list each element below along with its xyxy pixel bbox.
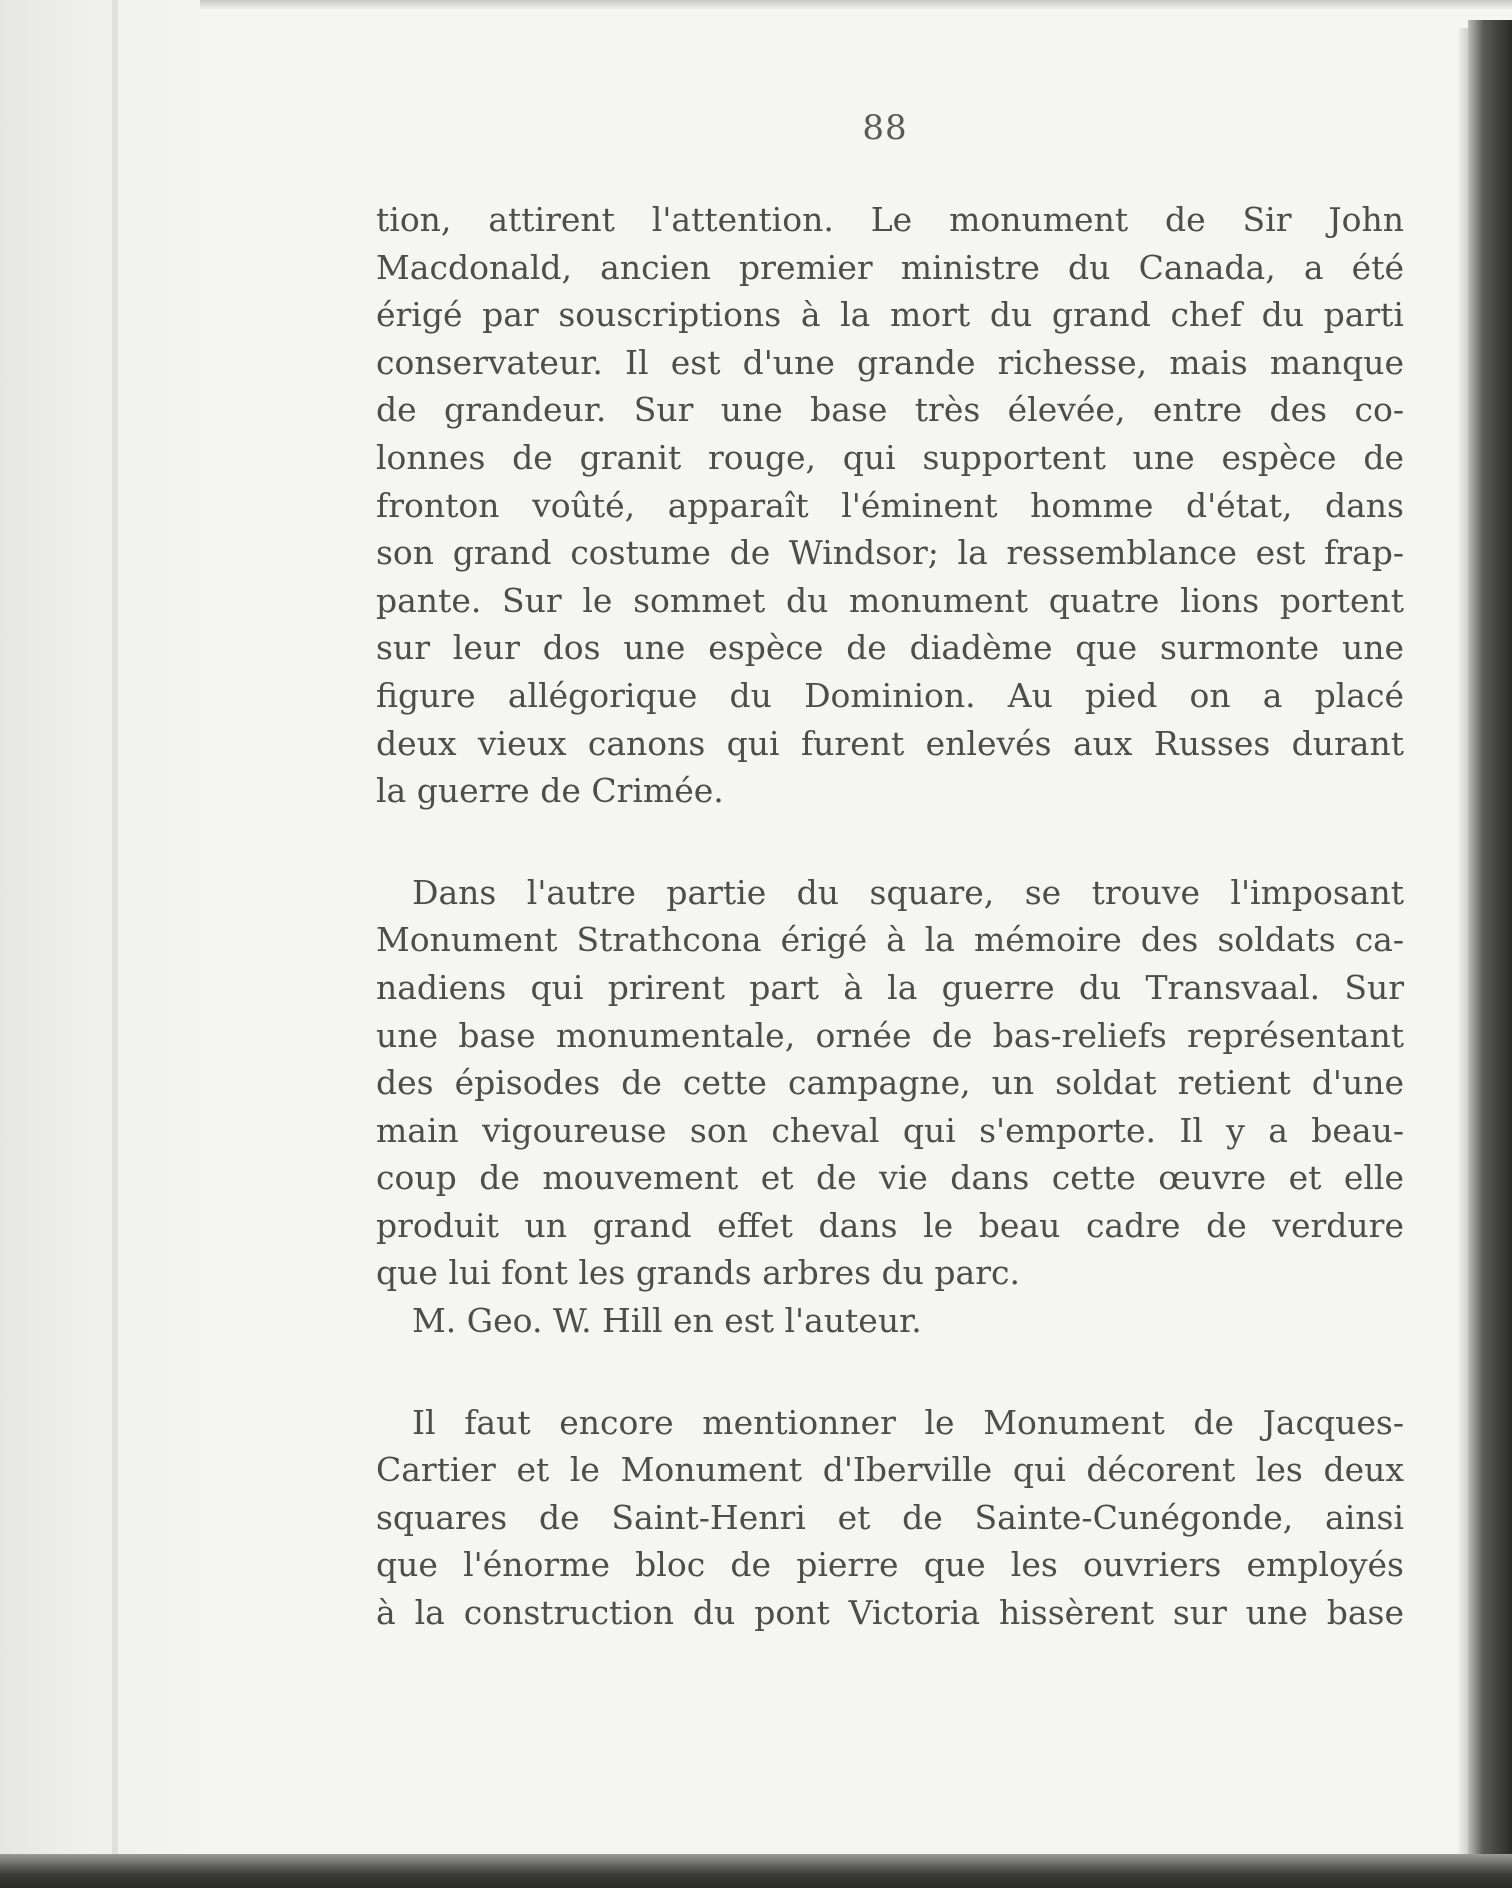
text-line: produit un grand effet dans le beau cadre de verdure — [376, 1205, 1404, 1245]
paragraph-gap — [376, 815, 1404, 869]
text-line: conservateur. Il est d'une grande richesse, mais manque — [376, 342, 1404, 382]
text-line: des épisodes de cette campagne, un soldat retient d'une — [376, 1063, 1404, 1103]
text-line: sur leur dos une espèce de diadème que surmonte une — [376, 628, 1404, 668]
text-line: Dans l'autre partie du square, se trouve l'imposant — [412, 872, 1404, 912]
text-line: pante. Sur le sommet du monument quatre lions portent — [376, 580, 1404, 620]
text-line: M. Geo. W. Hill en est l'auteur. — [412, 1301, 922, 1341]
text-line: figure allégorique du Dominion. Au pied on a placé — [376, 675, 1404, 715]
text-line: érigé par souscriptions à la mort du grand chef du parti — [376, 295, 1404, 335]
body-text — [376, 196, 1404, 1637]
page-edge — [1468, 20, 1512, 1888]
text-line: de grandeur. Sur une base très élevée, entre des co- — [376, 390, 1404, 430]
text-line: nadiens qui prirent part à la guerre du Transvaal. Sur — [376, 967, 1404, 1007]
paragraph-gap — [376, 1345, 1404, 1399]
text-line: une base monumentale, ornée de bas-reliefs représentant — [376, 1015, 1404, 1055]
paragraph — [376, 869, 1404, 1297]
text-line: à la construction du pont Victoria hissèrent sur une base — [376, 1593, 1404, 1633]
gutter-line — [112, 0, 118, 1888]
text-line: que l'énorme bloc de pierre que les ouvriers employés — [376, 1545, 1404, 1585]
paragraph — [376, 196, 1404, 815]
text-line: la guerre de Crimée. — [376, 771, 724, 811]
paragraph — [376, 1297, 1404, 1345]
text-line: lonnes de granit rouge, qui supportent une espèce de — [376, 437, 1404, 477]
page-number: 88 — [862, 108, 908, 148]
text-line: son grand costume de Windsor; la ressemblance est frap- — [376, 533, 1404, 573]
page-edge-highlight — [1458, 28, 1468, 1888]
text-line: main vigoureuse son cheval qui s'emporte. Il y a beau- — [376, 1110, 1404, 1150]
text-line: fronton voûté, apparaît l'éminent homme d'état, dans — [376, 485, 1404, 525]
text-line: que lui font les grands arbres du parc. — [376, 1253, 1020, 1293]
paragraph — [376, 1399, 1404, 1637]
text-line: Cartier et le Monument d'Iberville qui décorent les deux — [376, 1450, 1404, 1490]
book-gutter — [0, 0, 200, 1888]
text-line: tion, attirent l'attention. Le monument de Sir John — [376, 200, 1404, 239]
text-line: Il faut encore mentionner le Monument de Jacques- — [412, 1402, 1404, 1442]
text-line: Macdonald, ancien premier ministre du Canada, a été — [376, 247, 1404, 287]
top-shadow — [0, 0, 1512, 10]
bottom-shadow — [0, 1854, 1512, 1888]
text-line: squares de Saint-Henri et de Sainte-Cunégonde, ainsi — [376, 1497, 1404, 1537]
text-line: Monument Strathcona érigé à la mémoire des soldats ca- — [376, 920, 1404, 960]
text-line: coup de mouvement et de vie dans cette œuvre et elle — [376, 1158, 1404, 1198]
text-line: deux vieux canons qui furent enlevés aux Russes durant — [376, 723, 1404, 763]
